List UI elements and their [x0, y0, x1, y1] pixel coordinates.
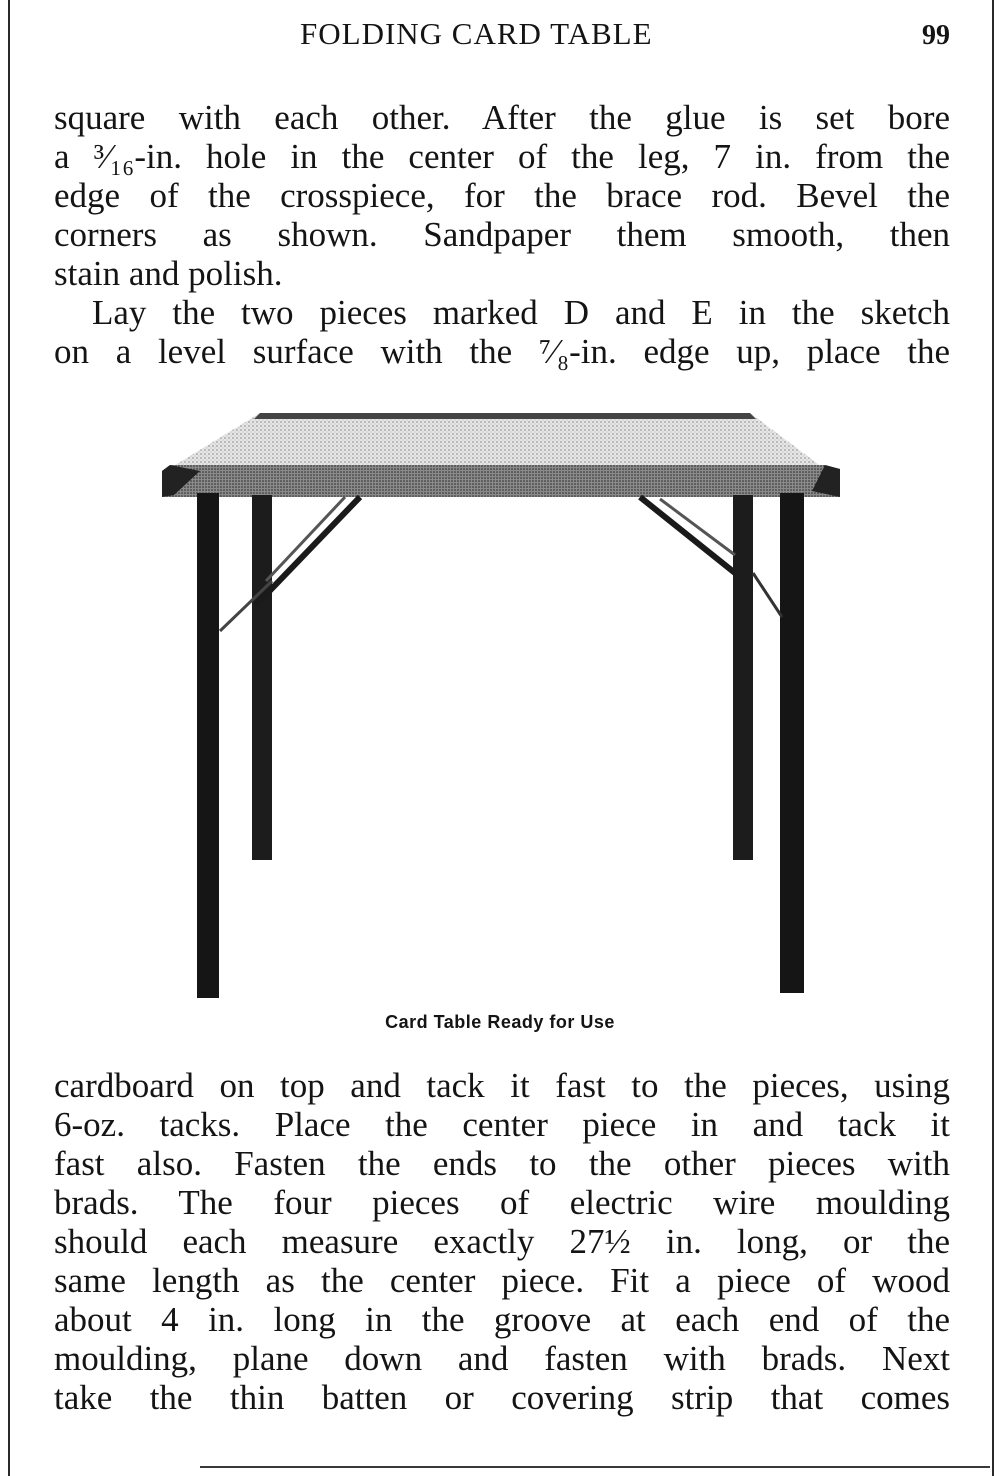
text-line: a ³⁄₁₆-in. hole in the center of the leg, 7 in. from the [54, 137, 950, 176]
card-table-illustration [160, 405, 850, 1005]
table-top-back-edge [254, 413, 756, 419]
text-line: stain and polish. [54, 254, 283, 293]
text-line: same length as the center piece. Fit a piece of wood [54, 1261, 950, 1300]
card-table-drawing [160, 405, 850, 1005]
page-border-right [992, 0, 994, 1476]
text-line: Lay the two pieces marked D and E in the sketch [92, 293, 950, 332]
brace-rod-right [640, 497, 735, 573]
table-top-surface [172, 413, 822, 467]
text-line: on a level surface with the ⁷⁄₈-in. edge up, place the [54, 332, 950, 371]
table-top-front-edge [162, 465, 840, 497]
front-right-leg [780, 493, 804, 993]
figure-caption: Card Table Ready for Use [385, 1012, 615, 1032]
running-head: FOLDING CARD TABLE [300, 16, 653, 51]
text-line: 6-oz. tacks. Place the center piece in and tack it [54, 1105, 950, 1144]
page-border-left [8, 0, 10, 1476]
front-left-leg [197, 493, 219, 998]
back-left-leg [252, 495, 272, 860]
back-right-leg [733, 495, 753, 860]
text-line: square with each other. After the glue is set bore [54, 98, 950, 137]
page-number: 99 [922, 20, 950, 51]
body-text-bottom [54, 1066, 950, 1417]
text-line: corners as shown. Sandpaper them smooth, then [54, 215, 950, 254]
text-line: take the thin batten or covering strip that comes [54, 1378, 950, 1417]
text-line: cardboard on top and tack it fast to the pieces, using [54, 1066, 950, 1105]
text-line: about 4 in. long in the groove at each end of the [54, 1300, 950, 1339]
text-line: edge of the crosspiece, for the brace rod. Bevel the [54, 176, 950, 215]
text-line: fast also. Fasten the ends to the other pieces with [54, 1144, 950, 1183]
text-line: brads. The four pieces of electric wire moulding [54, 1183, 950, 1222]
text-line: should each measure exactly 27½ in. long, or the [54, 1222, 950, 1261]
body-text-top [54, 98, 950, 371]
bottom-rule [200, 1466, 990, 1468]
text-line: moulding, plane down and fasten with brads. Next [54, 1339, 950, 1378]
